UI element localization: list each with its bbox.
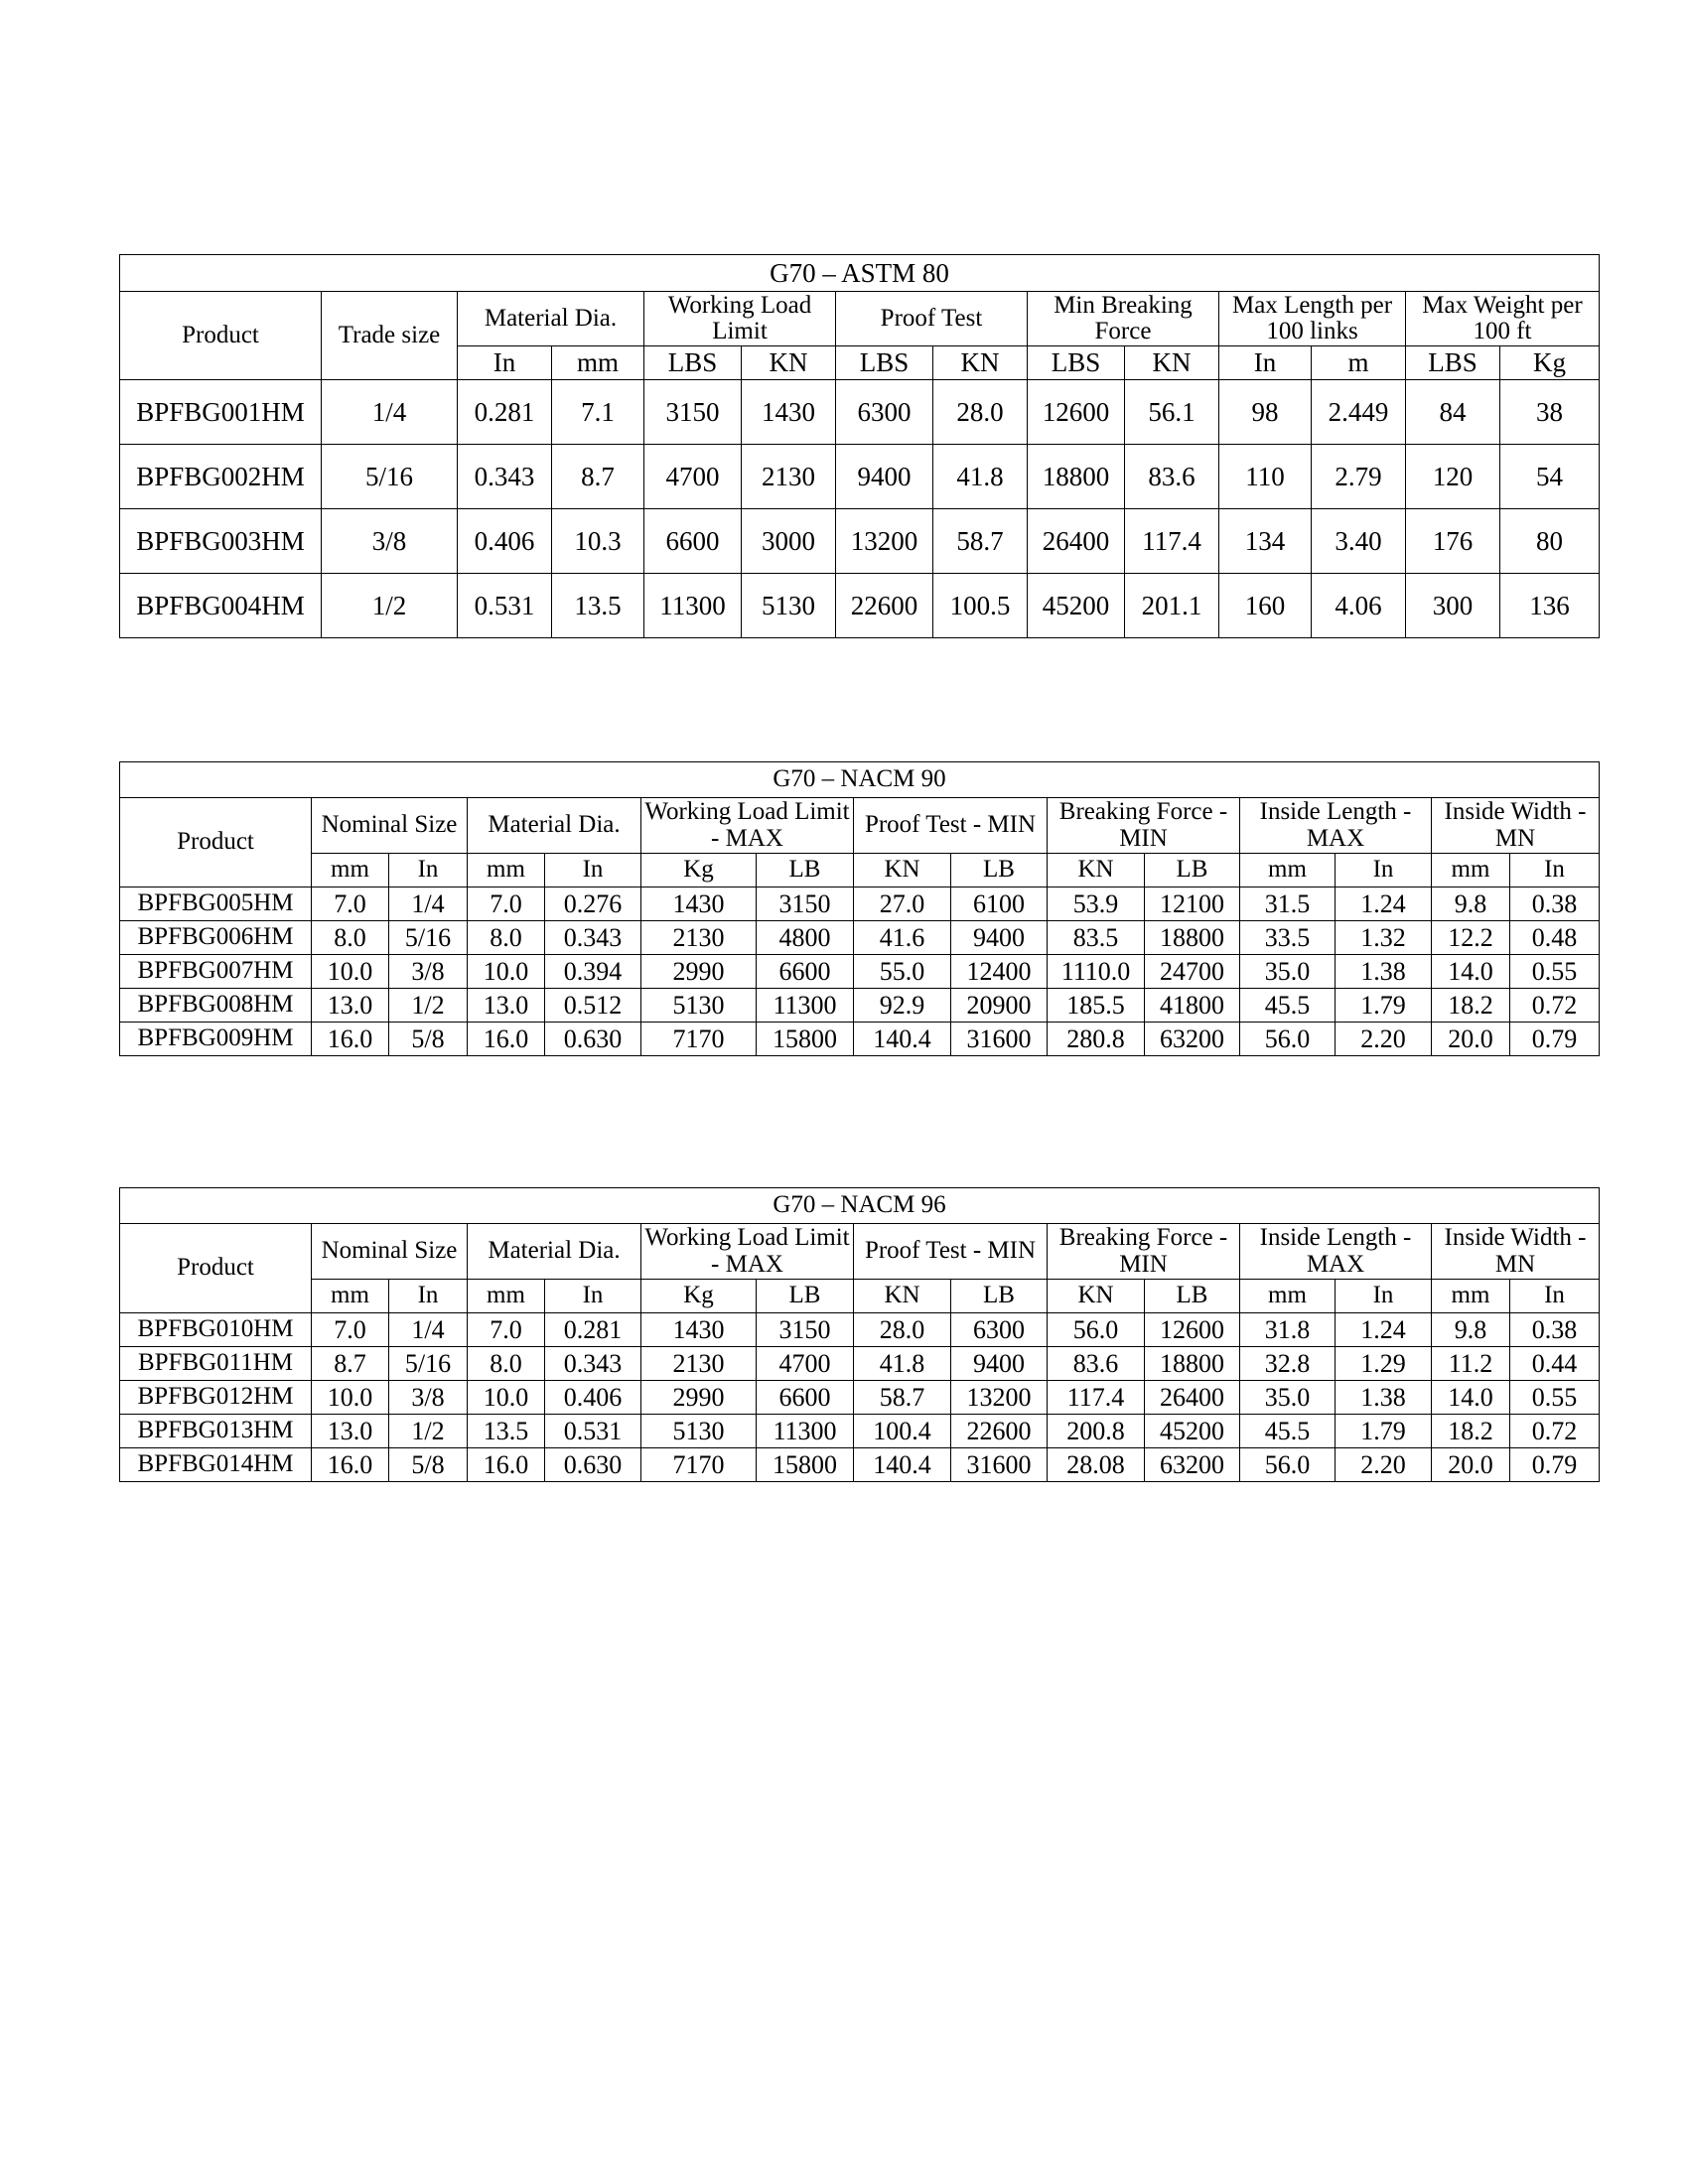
unit-cell: Kg xyxy=(641,854,757,887)
unit-cell: LBS xyxy=(1406,346,1500,380)
value-cell: 0.343 xyxy=(458,445,552,509)
table-row xyxy=(120,380,1600,445)
value-cell: 16.0 xyxy=(468,1023,545,1056)
value-cell: 0.512 xyxy=(545,989,641,1023)
value-cell: 1.79 xyxy=(1336,989,1432,1023)
value-cell: 41.8 xyxy=(854,1347,951,1381)
value-cell: 1.24 xyxy=(1336,887,1432,921)
value-cell: 8.0 xyxy=(468,1347,545,1381)
header-inside-length: Inside Length - MAX xyxy=(1240,1224,1432,1280)
value-cell: 83.6 xyxy=(1048,1347,1145,1381)
value-cell: 45200 xyxy=(1028,574,1125,638)
unit-cell: KN xyxy=(742,346,836,380)
value-cell: 120 xyxy=(1406,445,1500,509)
header-max-length: Max Length per 100 links xyxy=(1219,292,1406,346)
value-cell: 117.4 xyxy=(1125,509,1219,574)
unit-cell: In xyxy=(1219,346,1312,380)
value-cell: 31600 xyxy=(951,1023,1048,1056)
value-cell: 6300 xyxy=(951,1313,1048,1347)
unit-cell: In xyxy=(545,854,641,887)
value-cell: 2.20 xyxy=(1336,1023,1432,1056)
value-cell: 1/4 xyxy=(389,1313,468,1347)
value-cell: 33.5 xyxy=(1240,921,1336,955)
unit-cell: mm xyxy=(1240,1280,1336,1313)
value-cell: 83.5 xyxy=(1048,921,1145,955)
value-cell: 1/4 xyxy=(389,887,468,921)
table-row xyxy=(120,989,1600,1023)
value-cell: 11300 xyxy=(644,574,742,638)
unit-cell: KN xyxy=(1048,1280,1145,1313)
product-code-cell: BPFBG009HM xyxy=(120,1023,312,1056)
header-material-dia: Material Dia. xyxy=(468,1224,641,1280)
product-code-cell: BPFBG003HM xyxy=(120,509,322,574)
product-code-cell: BPFBG007HM xyxy=(120,955,312,989)
unit-cell: mm xyxy=(312,1280,389,1313)
value-cell: 140.4 xyxy=(854,1448,951,1482)
value-cell: 1/2 xyxy=(389,989,468,1023)
value-cell: 0.72 xyxy=(1510,989,1600,1023)
value-cell: 9400 xyxy=(951,921,1048,955)
value-cell: 2130 xyxy=(742,445,836,509)
value-cell: 31.5 xyxy=(1240,887,1336,921)
value-cell: 0.531 xyxy=(458,574,552,638)
product-code-cell: BPFBG012HM xyxy=(120,1381,312,1415)
nacm90-table xyxy=(119,761,1600,1056)
value-cell: 9.8 xyxy=(1432,887,1510,921)
value-cell: 160 xyxy=(1219,574,1312,638)
value-cell: 3150 xyxy=(757,1313,854,1347)
value-cell: 13.5 xyxy=(552,574,644,638)
header-inside-width: Inside Width - MN xyxy=(1432,1224,1600,1280)
value-cell: 1430 xyxy=(742,380,836,445)
value-cell: 15800 xyxy=(757,1023,854,1056)
value-cell: 12.2 xyxy=(1432,921,1510,955)
value-cell: 1/2 xyxy=(389,1415,468,1448)
value-cell: 2130 xyxy=(641,921,757,955)
value-cell: 3/8 xyxy=(389,955,468,989)
header-material-dia: Material Dia. xyxy=(458,292,644,346)
unit-cell: LB xyxy=(757,1280,854,1313)
value-cell: 100.4 xyxy=(854,1415,951,1448)
value-cell: 20.0 xyxy=(1432,1448,1510,1482)
value-cell: 9400 xyxy=(836,445,933,509)
value-cell: 6300 xyxy=(836,380,933,445)
value-cell: 0.406 xyxy=(458,509,552,574)
value-cell: 41.6 xyxy=(854,921,951,955)
value-cell: 18800 xyxy=(1028,445,1125,509)
value-cell: 84 xyxy=(1406,380,1500,445)
header-proof-test: Proof Test - MIN xyxy=(854,1224,1048,1280)
unit-cell: mm xyxy=(468,1280,545,1313)
product-code-cell: BPFBG006HM xyxy=(120,921,312,955)
value-cell: 0.531 xyxy=(545,1415,641,1448)
nacm96-table xyxy=(119,1187,1600,1482)
header-breaking-force: Breaking Force - MIN xyxy=(1048,1224,1240,1280)
value-cell: 45.5 xyxy=(1240,989,1336,1023)
value-cell: 13.5 xyxy=(468,1415,545,1448)
unit-cell: In xyxy=(545,1280,641,1313)
table-row xyxy=(120,887,1600,921)
header-min-breaking-force: Min Breaking Force xyxy=(1028,292,1219,346)
value-cell: 2.20 xyxy=(1336,1448,1432,1482)
value-cell: 1.38 xyxy=(1336,955,1432,989)
value-cell: 4.06 xyxy=(1312,574,1406,638)
value-cell: 0.406 xyxy=(545,1381,641,1415)
astm80-table xyxy=(119,254,1600,638)
unit-cell: KN xyxy=(933,346,1028,380)
unit-cell: LBS xyxy=(1028,346,1125,380)
value-cell: 56.0 xyxy=(1240,1448,1336,1482)
product-code-cell: BPFBG011HM xyxy=(120,1347,312,1381)
unit-cell: m xyxy=(1312,346,1406,380)
value-cell: 0.276 xyxy=(545,887,641,921)
value-cell: 7.0 xyxy=(468,1313,545,1347)
header-proof-test: Proof Test xyxy=(836,292,1028,346)
table-row xyxy=(120,1347,1600,1381)
value-cell: 0.394 xyxy=(545,955,641,989)
value-cell: 2990 xyxy=(641,955,757,989)
value-cell: 92.9 xyxy=(854,989,951,1023)
product-code-cell: BPFBG005HM xyxy=(120,887,312,921)
header-breaking-force: Breaking Force - MIN xyxy=(1048,798,1240,854)
value-cell: 63200 xyxy=(1145,1023,1240,1056)
value-cell: 28.0 xyxy=(854,1313,951,1347)
product-code-cell: BPFBG001HM xyxy=(120,380,322,445)
unit-cell: LB xyxy=(951,854,1048,887)
value-cell: 4700 xyxy=(644,445,742,509)
value-cell: 0.343 xyxy=(545,1347,641,1381)
product-code-cell: BPFBG002HM xyxy=(120,445,322,509)
value-cell: 8.7 xyxy=(312,1347,389,1381)
value-cell: 11.2 xyxy=(1432,1347,1510,1381)
header-material-dia: Material Dia. xyxy=(468,798,641,854)
value-cell: 16.0 xyxy=(468,1448,545,1482)
value-cell: 12600 xyxy=(1145,1313,1240,1347)
value-cell: 58.7 xyxy=(854,1381,951,1415)
value-cell: 18800 xyxy=(1145,1347,1240,1381)
unit-cell: KN xyxy=(1125,346,1219,380)
unit-cell: mm xyxy=(552,346,644,380)
unit-cell: mm xyxy=(1432,854,1510,887)
product-code-cell: BPFBG008HM xyxy=(120,989,312,1023)
header-working-load-limit: Working Load Limit xyxy=(644,292,836,346)
unit-cell: LB xyxy=(1145,854,1240,887)
value-cell: 5/8 xyxy=(389,1448,468,1482)
value-cell: 13.0 xyxy=(312,989,389,1023)
header-working-load-limit: Working Load Limit - MAX xyxy=(641,1224,854,1280)
value-cell: 3150 xyxy=(757,887,854,921)
table-title: G70 – NACM 96 xyxy=(120,1188,1600,1224)
value-cell: 16.0 xyxy=(312,1448,389,1482)
product-code-cell: BPFBG013HM xyxy=(120,1415,312,1448)
header-nominal-size: Nominal Size xyxy=(312,1224,468,1280)
value-cell: 0.281 xyxy=(458,380,552,445)
value-cell: 5/16 xyxy=(322,445,458,509)
value-cell: 20.0 xyxy=(1432,1023,1510,1056)
value-cell: 13200 xyxy=(836,509,933,574)
value-cell: 20900 xyxy=(951,989,1048,1023)
unit-cell: mm xyxy=(1240,854,1336,887)
value-cell: 83.6 xyxy=(1125,445,1219,509)
value-cell: 38 xyxy=(1500,380,1600,445)
value-cell: 16.0 xyxy=(312,1023,389,1056)
value-cell: 200.8 xyxy=(1048,1415,1145,1448)
value-cell: 2.79 xyxy=(1312,445,1406,509)
header-product: Product xyxy=(120,292,322,380)
unit-cell: KN xyxy=(854,1280,951,1313)
value-cell: 176 xyxy=(1406,509,1500,574)
value-cell: 26400 xyxy=(1028,509,1125,574)
table-row xyxy=(120,574,1600,638)
unit-cell: LBS xyxy=(836,346,933,380)
value-cell: 35.0 xyxy=(1240,955,1336,989)
value-cell: 5130 xyxy=(742,574,836,638)
value-cell: 31600 xyxy=(951,1448,1048,1482)
value-cell: 26400 xyxy=(1145,1381,1240,1415)
value-cell: 0.48 xyxy=(1510,921,1600,955)
value-cell: 53.9 xyxy=(1048,887,1145,921)
value-cell: 110 xyxy=(1219,445,1312,509)
value-cell: 22600 xyxy=(836,574,933,638)
value-cell: 100.5 xyxy=(933,574,1028,638)
value-cell: 3.40 xyxy=(1312,509,1406,574)
table-row xyxy=(120,445,1600,509)
value-cell: 7.0 xyxy=(312,1313,389,1347)
value-cell: 1.24 xyxy=(1336,1313,1432,1347)
value-cell: 3000 xyxy=(742,509,836,574)
value-cell: 9400 xyxy=(951,1347,1048,1381)
table-row xyxy=(120,921,1600,955)
value-cell: 0.343 xyxy=(545,921,641,955)
value-cell: 1/4 xyxy=(322,380,458,445)
value-cell: 7170 xyxy=(641,1448,757,1482)
header-inside-width: Inside Width - MN xyxy=(1432,798,1600,854)
value-cell: 2130 xyxy=(641,1347,757,1381)
unit-cell: In xyxy=(1336,854,1432,887)
header-inside-length: Inside Length - MAX xyxy=(1240,798,1432,854)
value-cell: 8.7 xyxy=(552,445,644,509)
value-cell: 1430 xyxy=(641,1313,757,1347)
value-cell: 24700 xyxy=(1145,955,1240,989)
table-row xyxy=(120,509,1600,574)
unit-cell: In xyxy=(458,346,552,380)
value-cell: 3/8 xyxy=(322,509,458,574)
value-cell: 1.32 xyxy=(1336,921,1432,955)
value-cell: 0.44 xyxy=(1510,1347,1600,1381)
value-cell: 0.79 xyxy=(1510,1448,1600,1482)
value-cell: 14.0 xyxy=(1432,955,1510,989)
value-cell: 11300 xyxy=(757,989,854,1023)
value-cell: 134 xyxy=(1219,509,1312,574)
value-cell: 28.0 xyxy=(933,380,1028,445)
unit-cell: LB xyxy=(951,1280,1048,1313)
value-cell: 0.38 xyxy=(1510,1313,1600,1347)
unit-cell: Kg xyxy=(1500,346,1600,380)
value-cell: 15800 xyxy=(757,1448,854,1482)
value-cell: 13.0 xyxy=(468,989,545,1023)
value-cell: 5130 xyxy=(641,1415,757,1448)
value-cell: 13200 xyxy=(951,1381,1048,1415)
value-cell: 6600 xyxy=(757,1381,854,1415)
value-cell: 0.55 xyxy=(1510,1381,1600,1415)
value-cell: 1/2 xyxy=(322,574,458,638)
value-cell: 5/16 xyxy=(389,1347,468,1381)
value-cell: 1.29 xyxy=(1336,1347,1432,1381)
value-cell: 45.5 xyxy=(1240,1415,1336,1448)
value-cell: 4700 xyxy=(757,1347,854,1381)
value-cell: 3150 xyxy=(644,380,742,445)
value-cell: 18800 xyxy=(1145,921,1240,955)
value-cell: 201.1 xyxy=(1125,574,1219,638)
unit-cell: mm xyxy=(1432,1280,1510,1313)
value-cell: 10.0 xyxy=(312,1381,389,1415)
value-cell: 6600 xyxy=(644,509,742,574)
product-code-cell: BPFBG014HM xyxy=(120,1448,312,1482)
table-row xyxy=(120,1415,1600,1448)
value-cell: 58.7 xyxy=(933,509,1028,574)
value-cell: 18.2 xyxy=(1432,1415,1510,1448)
value-cell: 7.0 xyxy=(468,887,545,921)
unit-cell: In xyxy=(1336,1280,1432,1313)
value-cell: 0.630 xyxy=(545,1023,641,1056)
value-cell: 1.79 xyxy=(1336,1415,1432,1448)
unit-cell: KN xyxy=(1048,854,1145,887)
value-cell: 56.1 xyxy=(1125,380,1219,445)
unit-cell: LB xyxy=(757,854,854,887)
value-cell: 140.4 xyxy=(854,1023,951,1056)
value-cell: 12100 xyxy=(1145,887,1240,921)
value-cell: 6100 xyxy=(951,887,1048,921)
value-cell: 4800 xyxy=(757,921,854,955)
unit-cell: KN xyxy=(854,854,951,887)
value-cell: 1.38 xyxy=(1336,1381,1432,1415)
value-cell: 10.0 xyxy=(312,955,389,989)
header-product: Product xyxy=(120,798,312,887)
header-proof-test: Proof Test - MIN xyxy=(854,798,1048,854)
value-cell: 98 xyxy=(1219,380,1312,445)
value-cell: 5130 xyxy=(641,989,757,1023)
value-cell: 0.281 xyxy=(545,1313,641,1347)
value-cell: 5/8 xyxy=(389,1023,468,1056)
value-cell: 12400 xyxy=(951,955,1048,989)
value-cell: 14.0 xyxy=(1432,1381,1510,1415)
product-code-cell: BPFBG004HM xyxy=(120,574,322,638)
value-cell: 18.2 xyxy=(1432,989,1510,1023)
header-product: Product xyxy=(120,1224,312,1313)
value-cell: 8.0 xyxy=(312,921,389,955)
unit-cell: In xyxy=(389,1280,468,1313)
header-max-weight: Max Weight per 100 ft xyxy=(1406,292,1600,346)
value-cell: 35.0 xyxy=(1240,1381,1336,1415)
value-cell: 54 xyxy=(1500,445,1600,509)
unit-cell: In xyxy=(1510,854,1600,887)
value-cell: 31.8 xyxy=(1240,1313,1336,1347)
value-cell: 117.4 xyxy=(1048,1381,1145,1415)
value-cell: 280.8 xyxy=(1048,1023,1145,1056)
unit-cell: In xyxy=(389,854,468,887)
table-row xyxy=(120,1313,1600,1347)
value-cell: 56.0 xyxy=(1048,1313,1145,1347)
value-cell: 0.72 xyxy=(1510,1415,1600,1448)
header-nominal-size: Nominal Size xyxy=(312,798,468,854)
value-cell: 300 xyxy=(1406,574,1500,638)
value-cell: 8.0 xyxy=(468,921,545,955)
table-row xyxy=(120,955,1600,989)
value-cell: 56.0 xyxy=(1240,1023,1336,1056)
unit-cell: mm xyxy=(312,854,389,887)
value-cell: 0.55 xyxy=(1510,955,1600,989)
value-cell: 10.0 xyxy=(468,955,545,989)
value-cell: 12600 xyxy=(1028,380,1125,445)
unit-cell: In xyxy=(1510,1280,1600,1313)
value-cell: 41800 xyxy=(1145,989,1240,1023)
unit-cell: Kg xyxy=(641,1280,757,1313)
value-cell: 3/8 xyxy=(389,1381,468,1415)
value-cell: 7170 xyxy=(641,1023,757,1056)
value-cell: 80 xyxy=(1500,509,1600,574)
value-cell: 0.79 xyxy=(1510,1023,1600,1056)
value-cell: 7.0 xyxy=(312,887,389,921)
unit-cell: LB xyxy=(1145,1280,1240,1313)
table-title: G70 – ASTM 80 xyxy=(120,255,1600,292)
unit-cell: LBS xyxy=(644,346,742,380)
header-working-load-limit: Working Load Limit - MAX xyxy=(641,798,854,854)
header-trade-size: Trade size xyxy=(322,292,458,380)
value-cell: 0.630 xyxy=(545,1448,641,1482)
value-cell: 22600 xyxy=(951,1415,1048,1448)
table-title: G70 – NACM 90 xyxy=(120,762,1600,798)
value-cell: 41.8 xyxy=(933,445,1028,509)
value-cell: 13.0 xyxy=(312,1415,389,1448)
value-cell: 11300 xyxy=(757,1415,854,1448)
unit-cell: mm xyxy=(468,854,545,887)
value-cell: 1430 xyxy=(641,887,757,921)
value-cell: 27.0 xyxy=(854,887,951,921)
value-cell: 9.8 xyxy=(1432,1313,1510,1347)
value-cell: 185.5 xyxy=(1048,989,1145,1023)
product-code-cell: BPFBG010HM xyxy=(120,1313,312,1347)
value-cell: 1110.0 xyxy=(1048,955,1145,989)
value-cell: 28.08 xyxy=(1048,1448,1145,1482)
value-cell: 0.38 xyxy=(1510,887,1600,921)
value-cell: 2.449 xyxy=(1312,380,1406,445)
table-row xyxy=(120,1448,1600,1482)
value-cell: 45200 xyxy=(1145,1415,1240,1448)
value-cell: 55.0 xyxy=(854,955,951,989)
value-cell: 6600 xyxy=(757,955,854,989)
value-cell: 10.3 xyxy=(552,509,644,574)
value-cell: 7.1 xyxy=(552,380,644,445)
table-row xyxy=(120,1381,1600,1415)
table-row xyxy=(120,1023,1600,1056)
value-cell: 2990 xyxy=(641,1381,757,1415)
value-cell: 63200 xyxy=(1145,1448,1240,1482)
value-cell: 136 xyxy=(1500,574,1600,638)
value-cell: 32.8 xyxy=(1240,1347,1336,1381)
value-cell: 10.0 xyxy=(468,1381,545,1415)
value-cell: 5/16 xyxy=(389,921,468,955)
